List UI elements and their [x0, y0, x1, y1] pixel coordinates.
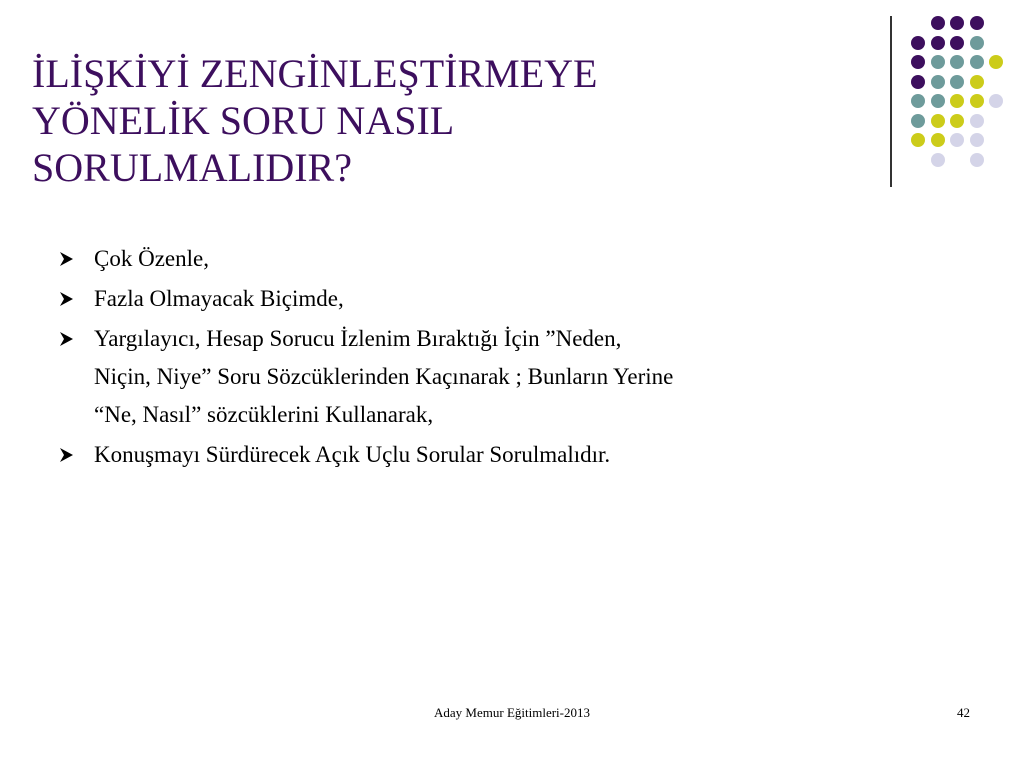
title-line-1: İLİŞKİYİ ZENGİNLEŞTİRMEYE [32, 51, 598, 96]
decorative-dot [931, 133, 945, 147]
decorative-dot [911, 55, 925, 69]
decorative-dot [970, 114, 984, 128]
decorative-dot [931, 153, 945, 167]
decorative-dot [970, 55, 984, 69]
bullet-item [58, 280, 878, 318]
decorative-dot [950, 94, 964, 108]
decorative-dot [950, 133, 964, 147]
decorative-dot [911, 94, 925, 108]
decorative-dot [970, 16, 984, 30]
title-line-2: YÖNELİK SORU NASIL [32, 98, 455, 143]
bullet-line: Fazla Olmayacak Biçimde, [94, 286, 344, 311]
decorative-dot [911, 133, 925, 147]
bullet-line: Yargılayıcı, Hesap Sorucu İzlenim Bıraktığı İçin ”Neden, [94, 326, 622, 351]
decorative-dot [950, 55, 964, 69]
decorative-dot [911, 36, 925, 50]
decorative-dot [970, 75, 984, 89]
decorative-dot [989, 55, 1003, 69]
bullet-item [58, 436, 878, 474]
decorative-dot [931, 16, 945, 30]
decorative-dot [950, 75, 964, 89]
bullet-line: Çok Özenle, [94, 246, 209, 271]
decorative-dot-grid [0, 0, 1024, 200]
decorative-dot [911, 114, 925, 128]
arrow-bullet-icon [58, 447, 74, 463]
decorative-dot [970, 133, 984, 147]
decorative-dot [970, 94, 984, 108]
arrow-bullet-icon [58, 291, 74, 307]
decorative-dot [950, 36, 964, 50]
decorative-dot [970, 36, 984, 50]
decorative-dot [970, 153, 984, 167]
arrow-bullet-icon [58, 331, 74, 347]
decorative-dot [950, 114, 964, 128]
bullet-item [58, 240, 878, 278]
bullet-list [58, 240, 878, 476]
page-number: 42 [957, 705, 970, 720]
bullet-line: Konuşmayı Sürdürecek Açık Uçlu Sorular Sorulmalıdır. [94, 442, 611, 467]
decorative-dot [931, 55, 945, 69]
bullet-line: Niçin, Niye” Soru Sözcüklerinden Kaçınarak ; Bunların Yerine [94, 364, 674, 389]
decorative-dot [931, 75, 945, 89]
footer-text: Aday Memur Eğitimleri-2013 [434, 705, 590, 720]
decorative-dot [931, 36, 945, 50]
decorative-dot [989, 94, 1003, 108]
arrow-bullet-icon [58, 251, 74, 267]
decorative-dot [950, 16, 964, 30]
decorative-dot [931, 94, 945, 108]
decorative-dot [911, 75, 925, 89]
bullet-line: “Ne, Nasıl” sözcüklerini Kullanarak, [94, 402, 434, 427]
title-line-3: SORULMALIDIR? [32, 145, 352, 190]
decorative-dot [931, 114, 945, 128]
bullet-item [58, 320, 878, 434]
